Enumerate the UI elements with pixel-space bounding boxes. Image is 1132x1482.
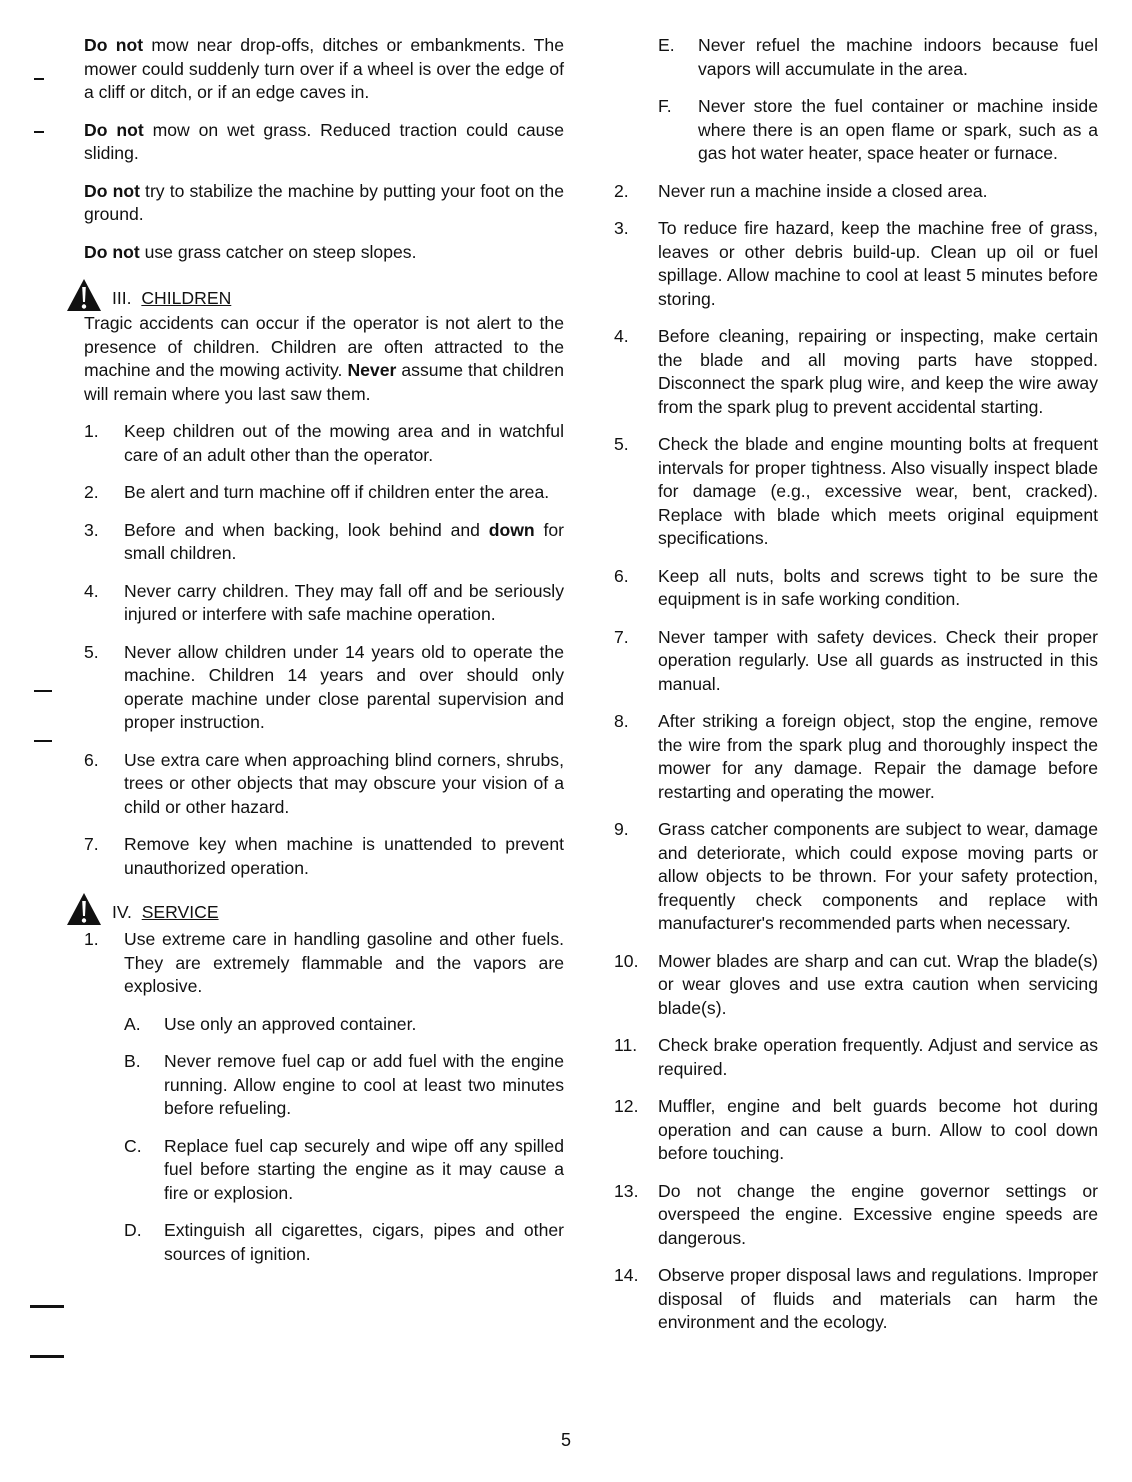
margin-mark: [34, 740, 52, 742]
list-item: 11. Check brake operation frequently. Adjust and service as required.: [614, 1035, 1098, 1079]
warning-paragraph: Do not try to stabilize the machine by putting your foot on the ground.: [84, 180, 564, 224]
list-item: 3. To reduce fire hazard, keep the machine free of grass, leaves or other debris build-up. Clean up oil or fuel spillage. Allow machine to cool at least 5 minutes before storing.: [614, 218, 1098, 309]
section-header-service: IV. SERVICE: [66, 888, 564, 926]
list-item: 7. Remove key when machine is unattended to prevent unauthorized operation.: [84, 834, 564, 878]
list-item: 13. Do not change the engine governor settings or overspeed the engine. Excessive engine speeds are dangerous.: [614, 1180, 1098, 1248]
margin-mark: [30, 1305, 64, 1308]
list-item: 2. Never run a machine inside a closed area.: [614, 180, 988, 201]
list-item: 9. Grass catcher components are subject to wear, damage and deteriorate, which could expose moving parts or allow objects to be thrown. For your safety protection, frequently check components and replace with manufacturer's recommended parts when necessary.: [614, 819, 1098, 933]
list-item: 8. After striking a foreign object, stop the engine, remove the wire from the spark plug and thoroughly inspect the mower for any damage. Repair the damage before restarting and operating the mower.: [614, 711, 1098, 802]
list-item: 10. Mower blades are sharp and can cut. Wrap the blade(s) or wear gloves and use extra caution when servicing blade(s).: [614, 950, 1098, 1018]
list-item: 12. Muffler, engine and belt guards become hot during operation and can cause a burn. Allow to cool down before touching.: [614, 1096, 1098, 1163]
list-item: 5. Check the blade and engine mounting bolts at frequent intervals for proper tightness. Also visually inspect blade for damage (e.g., excessive wear, bent, cracked). Replace with blade which meets original equipment specifications.: [614, 434, 1098, 548]
warning-paragraph: Do not mow near drop-offs, ditches or embankments. The mower could suddenly turn over if a wheel is over the edge of a cliff or ditch, or if an edge caves in.: [84, 35, 564, 102]
list-item: 2. Be alert and turn machine off if children enter the area.: [84, 482, 550, 502]
sub-list-item: B. Never remove fuel cap or add fuel with the engine running. Allow engine to cool at least two minutes before refueling.: [124, 1051, 564, 1118]
page-number: 5: [560, 1430, 571, 1450]
section-title: CHILDREN: [141, 287, 232, 308]
list-item: 1. Keep children out of the mowing area and in watchful care of an adult other than the operator.: [84, 421, 564, 465]
warning-icon: [66, 278, 102, 312]
right-column: [614, 34, 1098, 1363]
list-item: 4. Before cleaning, repairing or inspecting, make certain the blade and all moving parts have stopped. Disconnect the spark plug wire, and keep the wire away from the spark plug to prevent accidental starting.: [614, 326, 1098, 417]
list-item: 6. Use extra care when approaching blind corners, shrubs, trees or other objects that may obscure your vision of a child or other hazard.: [84, 749, 564, 817]
sub-list-item: E. Never refuel the machine indoors because fuel vapors will accumulate in the area.: [658, 35, 1098, 79]
section-header-children: III. CHILDREN: [66, 274, 564, 312]
sub-list-item: F. Never store the fuel container or machine inside where there is an open flame or spark, such as a gas hot water heater, space heater or furnace.: [658, 96, 1098, 163]
margin-mark: [34, 131, 44, 133]
list-item: 6. Keep all nuts, bolts and screws tight to be sure the equipment is in safe working condition.: [614, 565, 1098, 609]
list-item: 7. Never tamper with safety devices. Check their proper operation regularly. Use all guards as instructed in this manual.: [614, 626, 1098, 694]
list-item: 3. Before and when backing, look behind and down for small children.: [84, 519, 565, 563]
margin-mark: [34, 78, 44, 80]
list-item: 14. Observe proper disposal laws and regulations. Improper disposal of fluids and materials can harm the environment and the ecology.: [614, 1265, 1098, 1332]
children-intro: Tragic accidents can occur if the operator is not alert to the presence of children. Children are often attracted to the machine and the mowing activity. Never assume that children will remain where you last saw them.: [84, 313, 565, 404]
sub-list-item: D. Extinguish all cigarettes, cigars, pipes and other sources of ignition.: [124, 1220, 564, 1264]
list-item: 4. Never carry children. They may fall off and be seriously injured or interfere with safe machine operation.: [84, 580, 564, 624]
section-title: SERVICE: [141, 901, 219, 922]
warning-icon: [66, 892, 102, 926]
left-column: [84, 34, 564, 1280]
list-item: 5. Never allow children under 14 years old to operate the machine. Children 14 years and over should only operate machine under close parental supervision and proper instruction.: [84, 641, 564, 732]
list-item: 1. Use extreme care in handling gasoline and other fuels. They are extremely flammable and the vapors are explosive.: [84, 929, 564, 996]
sub-list-item: C. Replace fuel cap securely and wipe off any spilled fuel before starting the engine as it may cause a fire or explosion.: [124, 1135, 564, 1203]
warning-paragraph: Do not use grass catcher on steep slopes.: [84, 241, 417, 262]
sub-list-item: A. Use only an approved container.: [124, 1013, 417, 1034]
warning-paragraph: Do not mow on wet grass. Reduced traction could cause sliding.: [84, 119, 564, 163]
margin-mark: [34, 690, 52, 692]
margin-mark: [30, 1355, 64, 1358]
